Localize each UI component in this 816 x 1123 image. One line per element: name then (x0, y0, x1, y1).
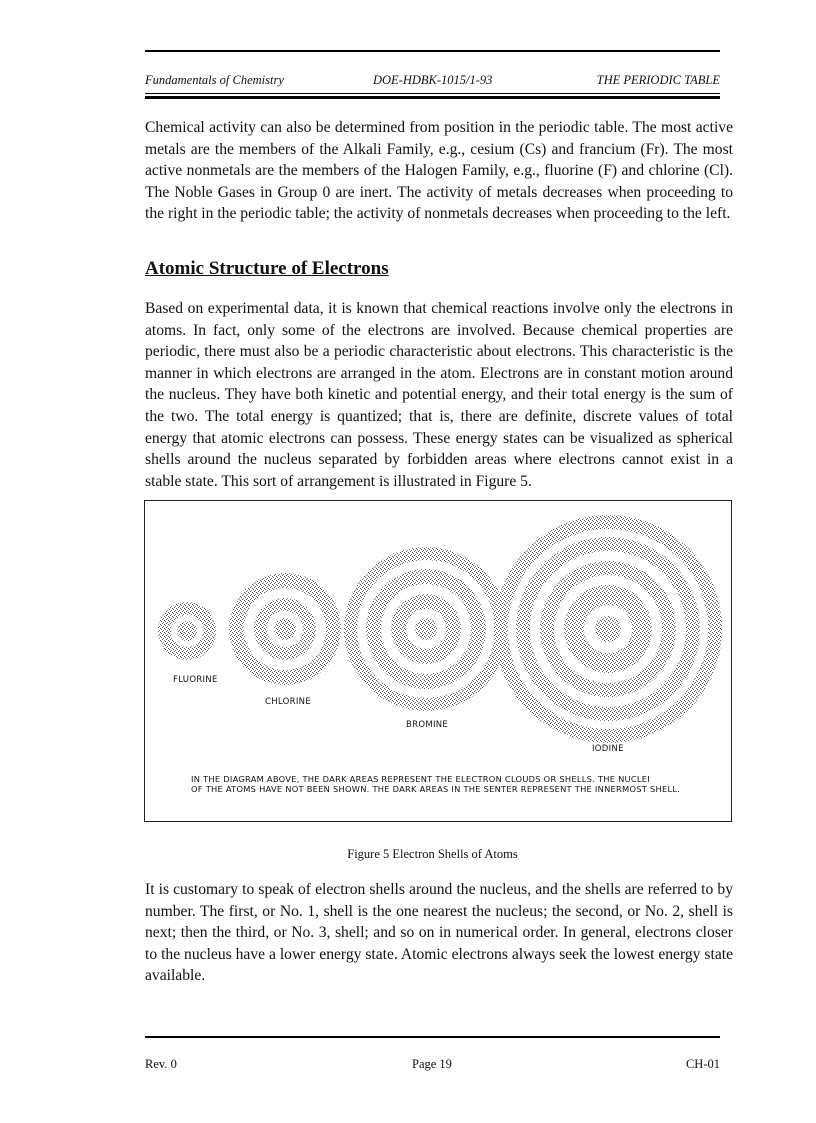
label-chlorine: CHLORINE (265, 697, 311, 707)
header-center-text: DOE-HDBK-1015/1-93 (373, 73, 493, 87)
figure-note-line2: OF THE ATOMS HAVE NOT BEEN SHOWN. THE DARK AREAS IN THE SENTER REPRESENT THE INNERMOST SHELL. (191, 784, 681, 794)
paragraph-electron-shells: It is customary to speak of electron shells around the nucleus, and the shells are referred to by number. The first, or No. 1, shell is the one nearest the nucleus; the second, or No. 2, shell is next; then the third, or No. 3, shell; and so on in numerical order. In general, electrons closer to the nucleus have a lower energy state. Atomic electrons always seek the lowest energy state available. (145, 881, 733, 985)
atom-chlorine (229, 573, 341, 685)
footer-rule (145, 1036, 720, 1038)
running-header (145, 73, 720, 91)
atom-iodine (494, 515, 722, 743)
figure-electron-shells (144, 500, 732, 822)
header-left-text: Fundamentals of Chemistry (145, 73, 284, 87)
header-rule-thin (145, 93, 720, 94)
header-top-rule (145, 50, 720, 52)
section-heading: Atomic Structure of Electrons (145, 258, 389, 279)
header-rule-thick (145, 96, 720, 99)
footer-page-number: Page 19 (412, 1057, 452, 1071)
paragraph-chemical-activity: Chemical activity can also be determined from position in the periodic table. The most active metals are the members of the Alkali Family, e.g., cesium (Cs) and francium (Fr). The most active nonmetals are the members of the Halogen Family, e.g., fluorine (F) and chlorine (Cl). The Noble Gases in Group 0 are inert. The activity of metals decreases when proceeding to the right in the periodic table; the activity of nonmetals decreases when proceeding to the left. (145, 119, 733, 223)
label-bromine: BROMINE (406, 720, 449, 730)
atom-bromine (344, 547, 508, 711)
figure-caption: Figure 5 Electron Shells of Atoms (347, 847, 518, 861)
header-right-text: THE PERIODIC TABLE (596, 73, 720, 87)
paragraph-atomic-structure: Based on experimental data, it is known that chemical reactions involve only the electrons in atoms. In fact, only some of the electrons are involved. Because chemical properties are periodic, there must also be a periodic characteristic about electrons. This characteristic is the manner in which electrons are arranged in the atom. Electrons are in constant motion around the nucleus. They have both kinetic and potential energy, and their total energy is the sum of the two. The total energy is quantized; that is, there are definite, discrete values of total energy that atomic electrons can possess. These energy states can be visualized as spherical shells around the nucleus separated by forbidden areas where electrons cannot exist in a stable state. This sort of arrangement is illustrated in Figure 5. (145, 300, 733, 490)
footer-chapter: CH-01 (685, 1057, 720, 1071)
footer-revision: Rev. 0 (145, 1057, 177, 1071)
figure-note-line1: IN THE DIAGRAM ABOVE, THE DARK AREAS REPRESENT THE ELECTRON CLOUDS OR SHELLS. THE NUCLEI (191, 774, 650, 784)
label-iodine: IODINE (592, 744, 624, 754)
label-fluorine: FLUORINE (173, 675, 218, 685)
atom-fluorine (158, 602, 216, 660)
